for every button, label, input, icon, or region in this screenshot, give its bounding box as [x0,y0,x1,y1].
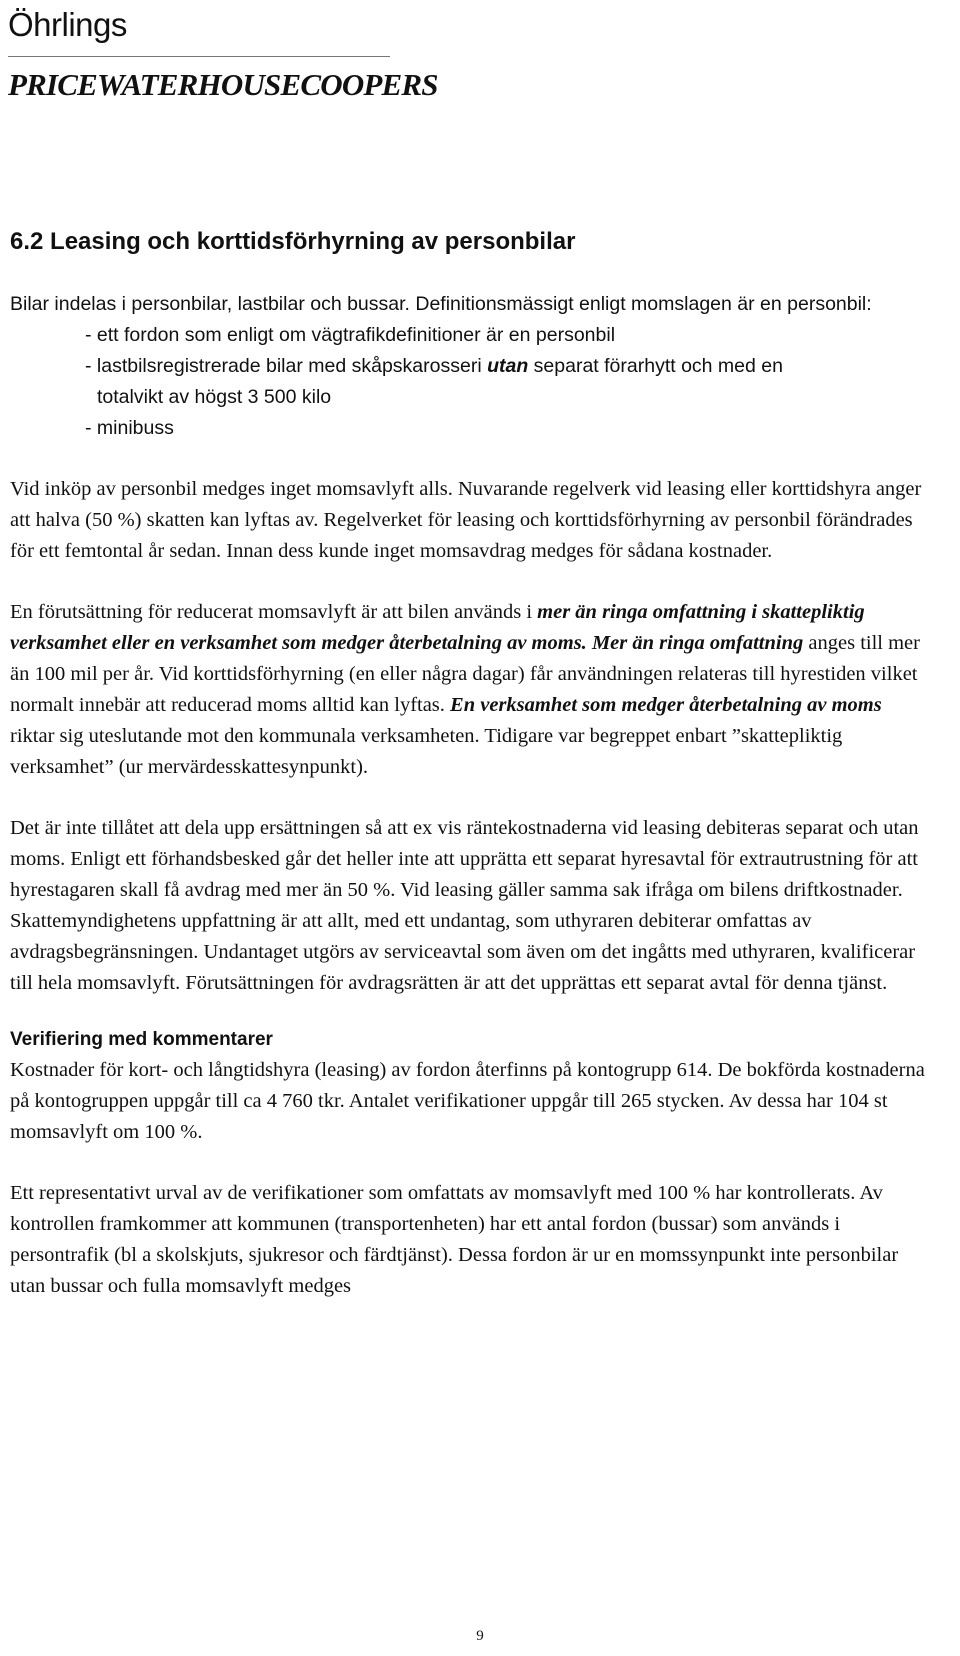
emphasis-text: Mer än ringa omfattning [591,632,804,654]
emphasis-text: En verksamhet som medger återbetalning av moms [450,694,882,716]
paragraph: Kostnader för kort- och långtidshyra (leasing) av fordon återfinns på kontogrupp 614. De bokförda kostnaderna på kontogruppen uppgår till ca 4 760 tkr. Antalet verifikationer uppgår till 265 stycken. Av dessa har 104 st momsavlyft om 100 %. [10,1059,925,1143]
page-number: 9 [476,1628,484,1644]
company-logo [8,63,438,107]
subsection-heading: Verifiering med kommentarer [10,1029,273,1050]
paragraph: Vid inköp av personbil medges inget momsavlyft alls. Nuvarande regelverk vid leasing eller korttidshyra anger att halva (50 %) skatten kan lyftas av. Regelverket för leasing och korttidsförhyrning av personbil förändrades för ett femtontal år sedan. Innan dess kunde inget momsavdrag medges för sådana kostnader. [10,478,922,562]
list-item: - lastbilsregistrerade bilar med skåpskarosseri utan separat förarhytt och med en [85,355,783,377]
definition-list [10,320,925,444]
brand-name: Öhrlings [8,6,127,43]
document-body [10,225,925,1302]
paragraph: Ett representativt urval av de verifikationer som omfattats av momsavlyft med 100 % har kontrollerats. Av kontrollen framkommer att kommunen (transportenheten) har ett antal fordon (bussar) som används i persontrafik (bl a skolskjuts, sjukresor och färdtjänst). Dessa fordon är ur en momssynpunkt inte personbilar utan bussar och fulla momsavlyft medges [10,1182,899,1297]
emphasis-text: utan [487,355,529,377]
letterhead [8,4,438,107]
paragraph: En förutsättning för reducerat momsavlyft är att bilen används i mer än ringa omfattning i skattepliktig verksamhet eller en verksamhet som medger återbetalning av moms. Mer än ringa omfattning anges till mer än 100 mil per år. Vid korttidsförhyrning (en eller några dagar) får användningen relateras till hyrestiden vilket normalt innebär att reducerad moms alltid kan lyftas. En verksamhet som medger återbetalning av moms riktar sig uteslutande mot den kommunala verksamheten. Tidigare var begreppet enbart ”skattepliktig verksamhet” (ur mervärdesskattesynpunkt). [10,601,920,778]
list-item: - ett fordon som enligt om vägtrafikdefinitioner är en personbil [85,324,616,346]
section-heading: 6.2 Leasing och korttidsförhyrning av personbilar [10,228,576,255]
intro-paragraph: Bilar indelas i personbilar, lastbilar och bussar. Definitionsmässigt enligt momslagen är en personbil: [10,293,872,315]
header-divider [8,56,390,57]
emphasis-text: mer än ringa omfattning i skattepliktig verksamhet eller en verksamhet som medger återbetalning av moms. [10,601,865,654]
list-item-continuation: totalvikt av högst 3 500 kilo [97,386,332,408]
intro-block [10,289,925,444]
company-logo-text: PRICEWATERHOUSECOOPERS [8,67,438,102]
paragraph: Det är inte tillåtet att dela upp ersättningen så att ex vis räntekostnaderna vid leasing debiteras separat och utan moms. Enligt ett förhandsbesked går det heller inte att upprätta ett separat hyresavtal för extrautrustning för att hyrestagaren skall få avdrag med mer än 50 %. Vid leasing gäller samma sak ifråga om bilens driftkostnader. Skattemyndighetens uppfattning är att allt, med ett undantag, som uthyraren debiterar omfattas av avdragsbegränsningen. Undantaget utgörs av serviceavtal som även om det ingåtts med uthyraren, kvalificerar till hela momsavlyft. Förutsättningen för avdragsrätten är att det upprättas ett separat avtal för denna tjänst. [10,817,919,994]
list-item: - minibuss [85,417,174,439]
